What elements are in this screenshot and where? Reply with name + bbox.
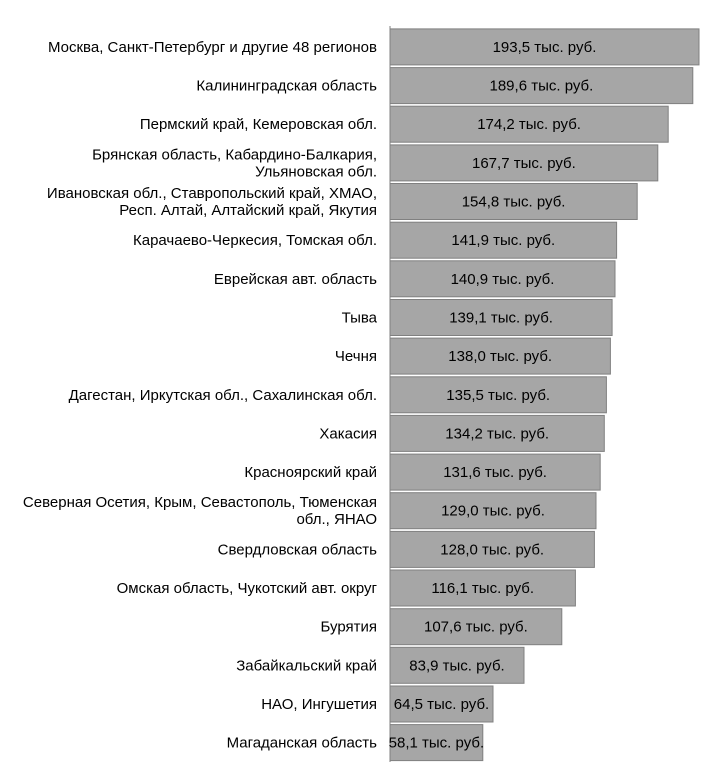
- category-label: [342, 310, 378, 327]
- category-label-line: Москва, Санкт-Петербург и другие 48 регионов: [47, 38, 377, 56]
- category-label: [214, 271, 377, 288]
- data-label: 116,1 тыс. руб.: [431, 580, 535, 597]
- data-label: 139,1 тыс. руб.: [449, 309, 553, 327]
- category-label: [92, 146, 377, 180]
- category-label-line: Чечня: [334, 348, 377, 366]
- data-label: 131,6 тыс. руб.: [443, 464, 547, 482]
- category-label: [218, 541, 378, 558]
- category-label-line: обл., ЯНАО: [296, 511, 377, 529]
- category-label-line: Еврейская авт. область: [213, 270, 377, 288]
- data-label: 193,5 тыс. руб.: [492, 38, 597, 56]
- data-label: 135,5 тыс. руб.: [446, 386, 551, 404]
- category-label-line: Красноярский край: [244, 464, 377, 482]
- category-label-line: Магаданская область: [226, 734, 377, 752]
- data-label: 140,9 тыс. руб.: [450, 270, 555, 288]
- category-label: [236, 657, 377, 674]
- category-label: [48, 39, 377, 56]
- data-label: 83,9 тыс. руб.: [409, 657, 505, 675]
- category-label-line: Калининградская область: [196, 77, 377, 95]
- category-label-line: Ульяновская обл.: [255, 163, 377, 181]
- data-label: 58,1 тыс. руб.: [388, 734, 485, 752]
- category-label-line: Северная Осетия, Крым, Севастополь, Тюменская: [22, 494, 377, 512]
- category-label-line: НАО, Ингушетия: [261, 696, 377, 713]
- category-label-line: Карачаево-Черкесия, Томская обл.: [132, 232, 377, 250]
- category-label-line: Тыва: [341, 309, 377, 327]
- category-label: [117, 580, 378, 597]
- category-label-line: Бурятия: [320, 618, 377, 636]
- category-label-line: Брянская область, Кабардино-Балкария,: [92, 146, 377, 164]
- data-label: 189,6 тыс. руб.: [489, 77, 594, 95]
- data-label: 167,7 тыс. руб.: [472, 154, 576, 172]
- category-label-line: Респ. Алтай, Алтайский край, Якутия: [119, 202, 377, 219]
- category-label: [140, 116, 377, 133]
- data-label: 174,2 тыс. руб.: [477, 116, 581, 134]
- category-label-line: Хакасия: [319, 425, 377, 443]
- category-label-line: Омская область, Чукотский авт. округ: [116, 580, 377, 597]
- data-label: 134,2 тыс. руб.: [445, 425, 550, 443]
- category-label: [244, 464, 377, 481]
- category-label: [320, 619, 377, 636]
- data-label: 107,6 тыс. руб.: [424, 618, 528, 636]
- category-label: [23, 494, 377, 528]
- category-label: [335, 348, 377, 365]
- category-label: [319, 425, 377, 442]
- data-label: 138,0 тыс. руб.: [448, 348, 553, 366]
- data-label: 64,5 тыс. руб.: [393, 696, 490, 713]
- category-label: [47, 185, 377, 219]
- category-label: [261, 696, 377, 713]
- category-label: [69, 387, 377, 404]
- category-label-line: Забайкальский край: [236, 657, 377, 675]
- category-label: [227, 735, 378, 752]
- data-label: 128,0 тыс. руб.: [440, 541, 545, 559]
- category-label-line: Ивановская обл., Ставропольский край, ХМАО,: [46, 185, 377, 202]
- category-label-line: Свердловская область: [217, 541, 377, 559]
- category-label: [196, 78, 377, 95]
- data-label: 154,8 тыс. руб.: [461, 193, 566, 211]
- category-label: [133, 232, 377, 249]
- category-label-line: Пермский край, Кемеровская обл.: [139, 116, 377, 134]
- data-label: 141,9 тыс. руб.: [451, 232, 556, 250]
- category-labels-layer: [23, 39, 378, 752]
- data-label: 129,0 тыс. руб.: [441, 502, 545, 520]
- category-label-line: Дагестан, Иркутская обл., Сахалинская обл.: [68, 386, 377, 404]
